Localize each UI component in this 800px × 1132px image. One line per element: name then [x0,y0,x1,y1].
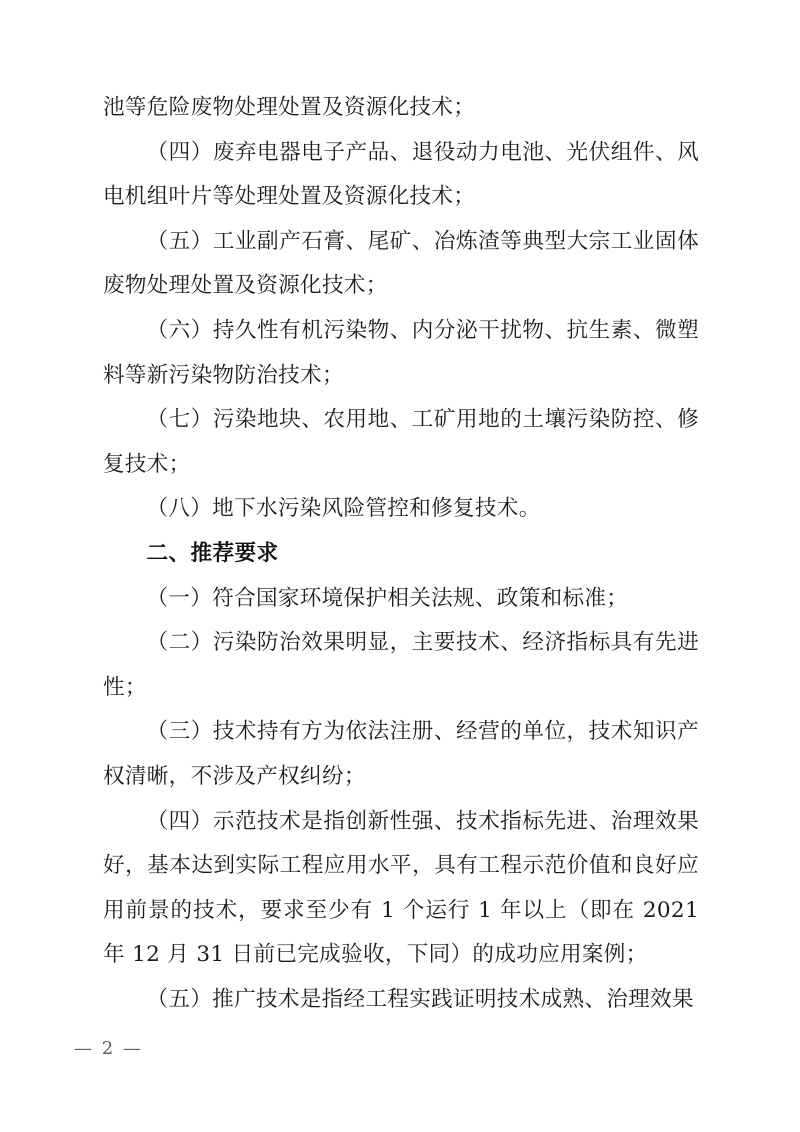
paragraph-requirement-one: （一）符合国家环境保护相关法规、政策和标准； [146,585,629,611]
paragraph-requirement-three: （三）技术持有方为依法注册、经营的单位，技术知识产权清晰，不涉及产权纠纷； [103,719,699,789]
document-body [103,86,699,1022]
paragraph-item-six: （六）持久性有机污染物、内分泌干扰物、抗生素、微塑料等新污染物防治技术； [103,317,699,388]
paragraph-item-eight: （八）地下水污染风险管控和修复技术。 [146,496,541,522]
page-number-footer: — 2 — [74,1038,143,1059]
paragraph-continuation: 池等危险废物处理处置及资源化技术； [103,95,476,120]
paragraph-item-four: （四）废弃电器电子产品、退役动力电池、光伏组件、风电机组叶片等处理处置及资源化技术； [103,139,699,210]
paragraph-requirement-four: （四）示范技术是指创新性强、技术指标先进、治理效果好，基本达到实际工程应用水平，具有工程示范价值和良好应用前景的技术，要求至少有 1 个运行 1 年以上（即在 2021 年 12 月 31 日前已完成验收，下同）的成功应用案例； [103,808,699,968]
paragraph-requirement-five: （五）推广技术是指经工程实践证明技术成熟、治理效果 [146,986,694,1012]
section-heading-recommendation-requirements: 二、推荐要求 [146,540,279,566]
paragraph-item-seven: （七）污染地块、农用地、工矿用地的土壤污染防控、修复技术； [103,407,699,477]
paragraph-item-five: （五）工业副产石膏、尾矿、冶炼渣等典型大宗工业固体废物处理处置及资源化技术； [103,228,699,299]
paragraph-requirement-two: （二）污染防治效果明显，主要技术、经济指标具有先进性； [103,630,699,700]
